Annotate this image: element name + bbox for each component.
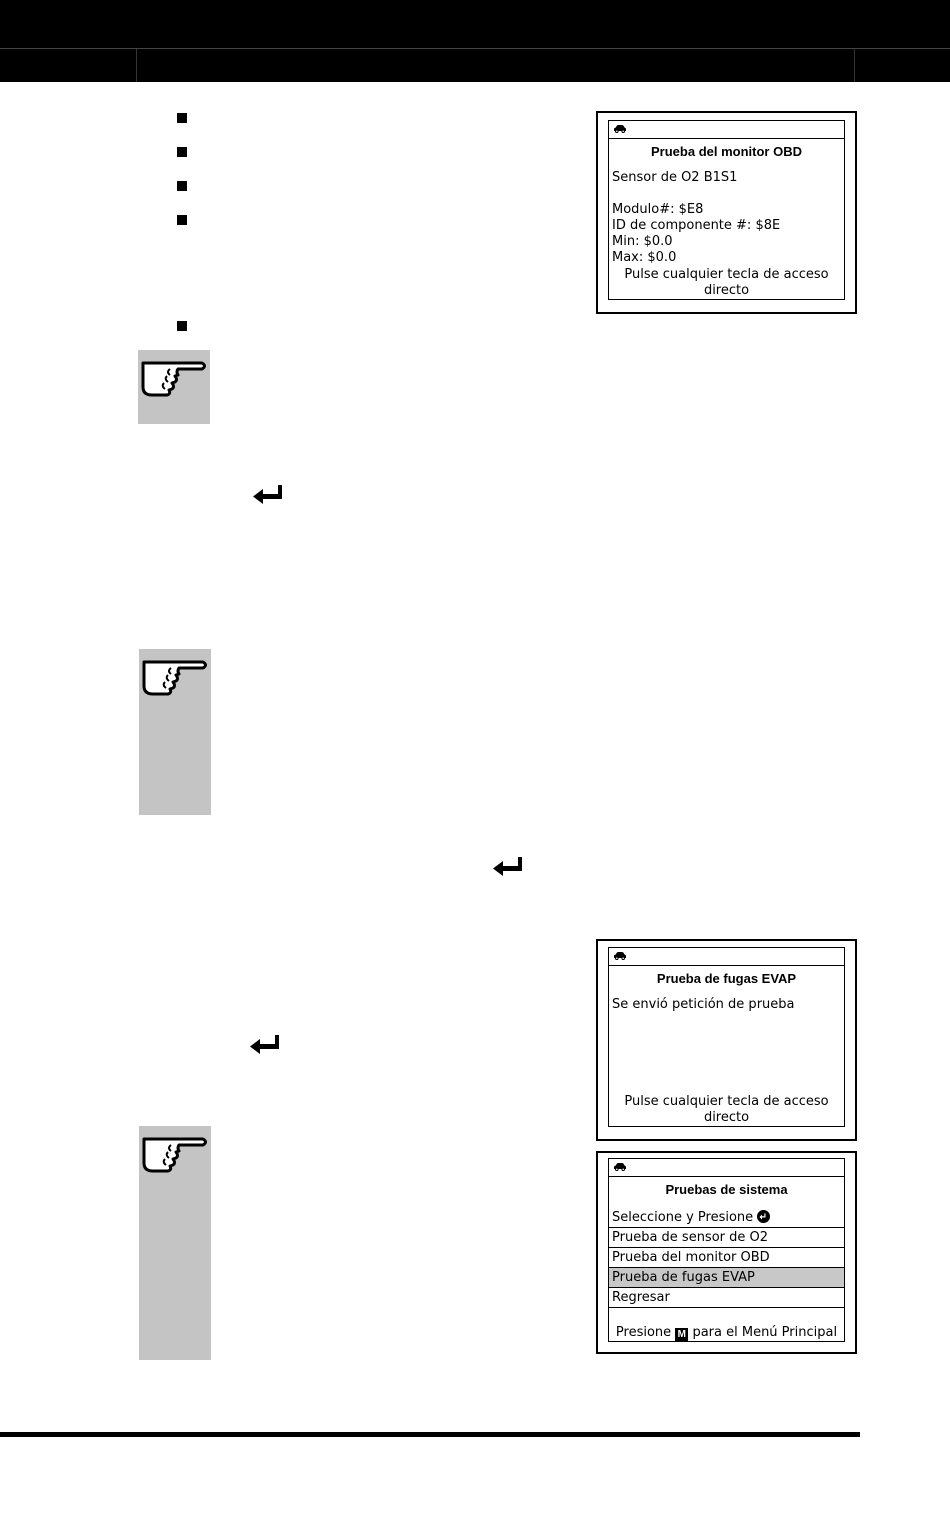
enter-key-icon bbox=[249, 1034, 283, 1056]
menu-item-back[interactable]: Regresar bbox=[609, 1287, 844, 1308]
note-box bbox=[138, 350, 210, 424]
car-icon bbox=[613, 951, 627, 960]
bullet-marker bbox=[177, 147, 187, 157]
menu-key-icon: M bbox=[675, 1328, 688, 1341]
screen-display bbox=[608, 120, 845, 300]
screen-text-line: Se envió petición de prueba bbox=[612, 997, 795, 1012]
menu-item-evap-leak-test[interactable]: Prueba de fugas EVAP bbox=[609, 1267, 844, 1287]
enter-key-icon bbox=[492, 856, 526, 878]
bullet-marker bbox=[177, 321, 187, 331]
screen-system-tests bbox=[596, 1151, 857, 1354]
menu-prompt-text: Seleccione y Presione bbox=[612, 1210, 754, 1225]
screen-footer-line: directo bbox=[703, 283, 750, 298]
car-icon bbox=[613, 124, 627, 133]
screen-footer-line: Pulse cualquier tecla de acceso bbox=[624, 267, 829, 282]
header-divider bbox=[854, 49, 855, 82]
footer-text-pre: Presione bbox=[615, 1325, 672, 1340]
menu-item-obd-monitor-test[interactable]: Prueba del monitor OBD bbox=[609, 1247, 844, 1267]
pointing-hand-icon bbox=[141, 653, 209, 699]
screen-footer-line: directo bbox=[703, 1110, 750, 1125]
screen-title: Prueba de fugas EVAP bbox=[656, 971, 797, 986]
enter-key-icon bbox=[252, 484, 286, 506]
header-bar-bottom bbox=[0, 48, 950, 82]
screen-footer-line: Pulse cualquier tecla de acceso bbox=[624, 1094, 829, 1109]
screen-title: Prueba del monitor OBD bbox=[651, 144, 802, 159]
menu-prompt bbox=[609, 1208, 844, 1227]
footer-rule bbox=[0, 1432, 860, 1437]
screen-evap-test bbox=[596, 939, 857, 1141]
screen-text-line: Sensor de O2 B1S1 bbox=[612, 170, 738, 185]
screen-obd-monitor bbox=[596, 111, 857, 314]
screen-status-bar bbox=[609, 948, 844, 966]
screen-footer bbox=[609, 1325, 844, 1341]
screen-text-line: Min: $0.0 bbox=[612, 234, 673, 249]
menu-item-o2-sensor-test[interactable]: Prueba de sensor de O2 bbox=[609, 1227, 844, 1247]
header-divider bbox=[136, 49, 137, 82]
screen-text-line: ID de componente #: $8E bbox=[612, 218, 781, 233]
screen-text-line: Max: $0.0 bbox=[612, 250, 677, 265]
header-bar-top bbox=[0, 0, 950, 48]
pointing-hand-icon bbox=[140, 354, 208, 400]
screen-status-bar bbox=[609, 1159, 844, 1177]
screen-status-bar bbox=[609, 121, 844, 139]
bullet-marker bbox=[177, 113, 187, 123]
screen-footer bbox=[609, 267, 844, 299]
car-icon bbox=[613, 1162, 627, 1171]
footer-text-post: para el Menú Principal bbox=[692, 1325, 838, 1340]
note-box bbox=[139, 649, 211, 815]
screen-title: Pruebas de sistema bbox=[665, 1182, 788, 1197]
screen-footer bbox=[609, 1094, 844, 1126]
bullet-marker bbox=[177, 181, 187, 191]
note-box bbox=[139, 1126, 211, 1360]
pointing-hand-icon bbox=[141, 1130, 209, 1176]
screen-display bbox=[608, 1158, 845, 1342]
screen-display bbox=[608, 947, 845, 1127]
screen-text-line: Modulo#: $E8 bbox=[612, 202, 704, 217]
bullet-marker bbox=[177, 215, 187, 225]
enter-button-icon bbox=[757, 1210, 770, 1223]
